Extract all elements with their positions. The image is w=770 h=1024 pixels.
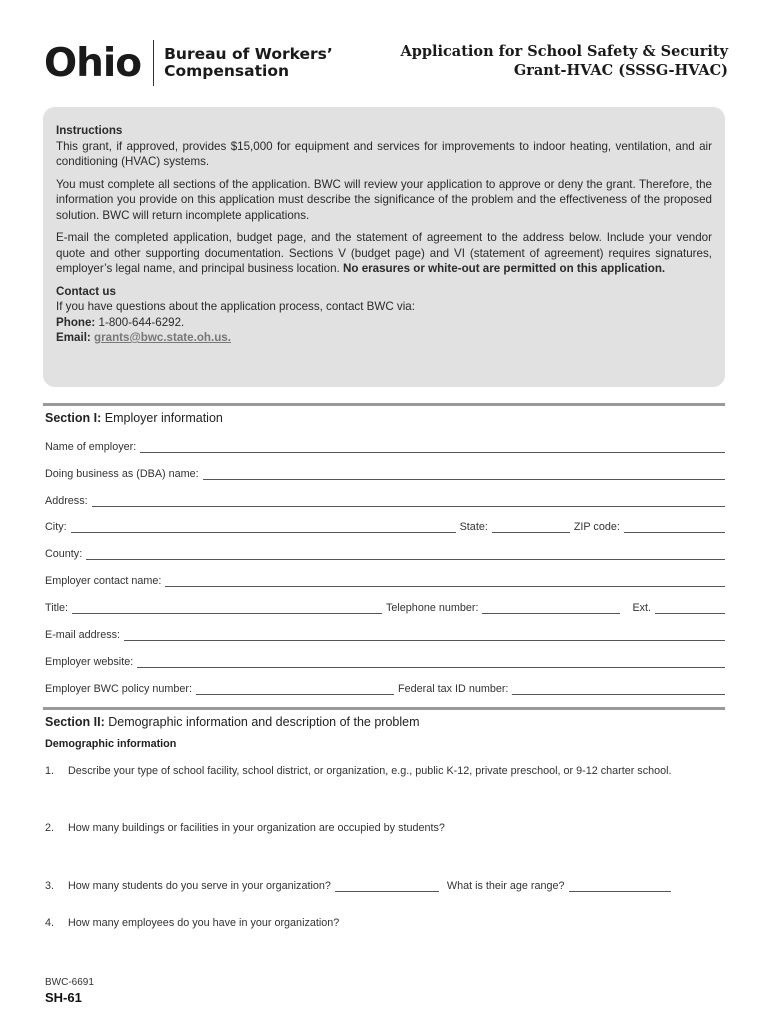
section-1-rule [43,403,725,406]
demographic-subheading: Demographic information [45,738,177,750]
bureau-line-1: Bureau of Workers’ [164,45,333,63]
question-2-text: How many buildings or facilities in your organization are occupied by students? [68,822,445,834]
state-field[interactable] [492,522,570,533]
question-1 [45,765,672,777]
address-field[interactable] [92,496,725,507]
question-3 [45,880,725,892]
title-label: Title: [45,602,68,614]
employer-name-row [45,439,725,453]
section-2-rule [43,707,725,710]
question-3-text: How many students do you serve in your organization? [68,880,331,892]
page-header [44,36,728,96]
question-1-text: Describe your type of school facility, school district, or organization, e.g., public K-12, private preschool, or 9-12 charter school. [68,765,672,777]
instructions-para-1: This grant, if approved, provides $15,000 for equipment and services for improvements to indoor heating, ventilation, and air conditioning (HVAC) systems. [56,139,712,168]
tax-id-label: Federal tax ID number: [398,683,509,695]
city-field[interactable] [71,522,456,533]
title-field[interactable] [72,603,382,614]
students-count-field[interactable] [335,881,439,892]
telephone-label: Telephone number: [386,602,479,614]
contact-heading: Contact us [56,284,116,298]
city-state-zip-row [45,519,725,533]
contact-name-field[interactable] [165,576,725,587]
question-4 [45,917,339,929]
contact-email [56,330,712,346]
zip-label: ZIP code: [573,521,620,533]
dba-row [45,466,725,480]
ohio-bwc-logo [44,40,333,86]
instructions-para-3-text: E-mail the completed application, budget page, and the statement of agreement to the address below. Include your vendor quote and other supporting documentation. Sections V (budget page) and VI (statement of agreement) requires signatures, employer’s legal name, and principal business location. [56,231,712,275]
dba-label: Doing business as (DBA) name: [45,468,199,480]
question-3-number: 3. [45,880,55,892]
dba-field[interactable] [203,469,725,480]
form-title-line-1: Application for School Safety & Security [400,43,728,60]
address-row [45,493,725,507]
question-4-number: 4. [45,917,55,929]
email-row [45,627,725,641]
contact-phone [56,315,712,331]
question-2-number: 2. [45,822,55,834]
city-label: City: [45,521,67,533]
ext-label: Ext. [632,602,652,614]
ext-field[interactable] [655,603,725,614]
county-field[interactable] [86,549,725,560]
website-field[interactable] [137,657,725,668]
section-1-title [45,411,223,425]
form-number: BWC-6691 [45,977,94,988]
section-1-label: Section I: [45,411,102,425]
section-2-title [45,715,420,729]
section-1-text: Employer information [104,411,223,425]
telephone-field[interactable] [482,603,620,614]
bureau-line-2: Compensation [164,62,290,80]
instructions-box [43,107,725,387]
question-1-number: 1. [45,765,55,777]
phone-value: 1-800-644-6292. [98,315,185,329]
form-code: SH-61 [45,990,82,1005]
state-label: State: [459,521,488,533]
form-title-line-2: Grant-HVAC (SSSG-HVAC) [513,62,728,79]
employer-name-label: Name of employer: [45,441,137,453]
zip-field[interactable] [624,522,725,533]
age-range-field[interactable] [569,881,671,892]
instructions-para-2: You must complete all sections of the application. BWC will review your application to approve or deny the grant. Therefore, the information you provide on this application must describe the significance of the problem and the effectiveness of the proposed solution. BWC will return incomplete applications. [56,177,712,222]
policy-number-label: Employer BWC policy number: [45,683,193,695]
email-label: Email: [56,331,91,344]
question-4-text: How many employees do you have in your organization? [68,917,340,929]
phone-label: Phone: [56,315,96,329]
section-2-text: Demographic information and description of the problem [108,715,420,729]
instructions-para-3 [56,230,712,277]
ohio-logo-word: Ohio [44,40,142,86]
employer-name-field[interactable] [140,442,725,453]
policy-tax-row [45,681,725,695]
email-address-field[interactable] [124,630,725,641]
county-label: County: [45,548,83,560]
bureau-name [164,46,333,80]
email-address-label: E-mail address: [45,629,121,641]
question-3b-text: What is their age range? [446,880,565,892]
section-2-label: Section II: [45,715,105,729]
website-row [45,654,725,668]
question-2 [45,822,445,834]
title-phone-row [45,600,725,614]
policy-number-field[interactable] [196,684,394,695]
no-erasures-notice: No erasures or white-out are permitted on this application. [343,262,666,275]
contact-name-label: Employer contact name: [45,575,162,587]
logo-divider [153,40,154,86]
tax-id-field[interactable] [512,684,725,695]
contact-name-row [45,573,725,587]
address-label: Address: [45,495,88,507]
website-label: Employer website: [45,656,134,668]
county-row [45,546,725,560]
instructions-heading: Instructions [56,124,123,137]
email-link[interactable]: grants@bwc.state.oh.us. [94,331,231,344]
form-title [400,42,728,80]
contact-text: If you have questions about the application process, contact BWC via: [56,300,415,313]
